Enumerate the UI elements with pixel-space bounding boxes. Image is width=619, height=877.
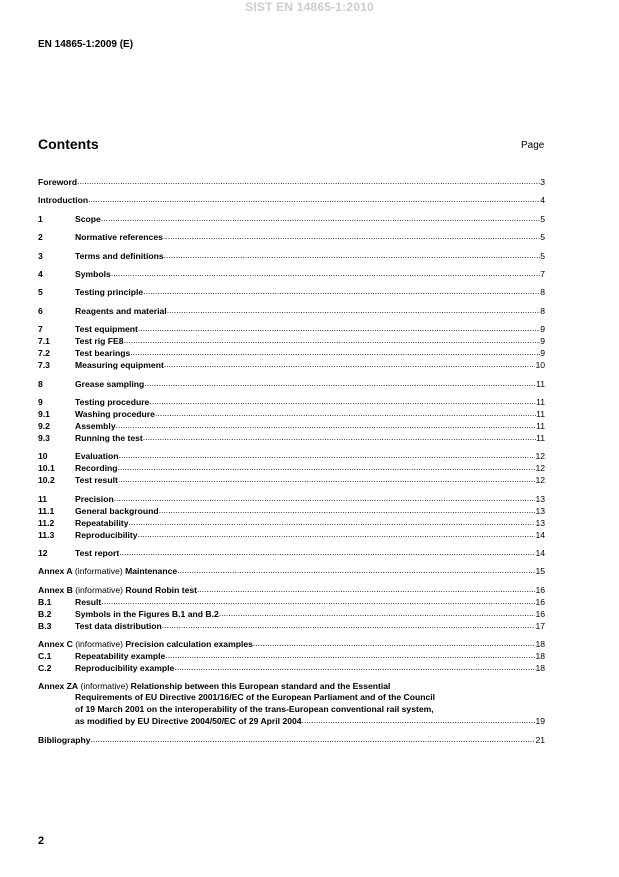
toc-entry-page: 15 xyxy=(535,566,545,577)
toc-entry-number: 10 xyxy=(38,451,48,462)
dot-leader xyxy=(101,212,540,224)
toc-entry-page: 16 xyxy=(535,596,545,607)
dot-leader xyxy=(111,267,540,279)
toc-entry-title: Evaluation xyxy=(75,451,119,462)
toc-entry-title: Test equipment xyxy=(75,324,138,335)
table-of-contents xyxy=(38,176,545,746)
toc-entry-page: 16 xyxy=(535,584,545,595)
toc-entry-page: 11 xyxy=(536,408,545,419)
toc-entry-number: 6 xyxy=(38,305,43,316)
toc-entry-number: 7.1 xyxy=(38,336,50,347)
dot-leader xyxy=(124,334,541,346)
dot-leader xyxy=(118,449,535,461)
toc-entry-bibliography[interactable] xyxy=(38,734,545,746)
toc-entry-title: Terms and definitions xyxy=(75,250,164,261)
toc-entry-page: 18 xyxy=(535,651,545,662)
dot-leader xyxy=(219,607,536,619)
toc-entry-number: 9.2 xyxy=(38,420,50,431)
toc-entry-number: 7.2 xyxy=(38,348,50,359)
toc-entry[interactable] xyxy=(38,176,545,188)
toc-entry-number: 9.1 xyxy=(38,408,50,419)
toc-entry-number: 1 xyxy=(38,213,43,224)
dot-leader xyxy=(129,516,536,528)
toc-entry-title: Measuring equipment xyxy=(75,360,164,371)
toc-entry-page: 12 xyxy=(535,463,545,474)
dot-leader xyxy=(164,249,541,261)
bibliography-page: 21 xyxy=(535,734,545,745)
annex-za-line2: Requirements of EU Directive 2001/16/EC of the European Parliament and of the Council xyxy=(75,692,436,703)
dot-leader xyxy=(164,358,536,370)
toc-entry-page: 16 xyxy=(535,608,545,619)
toc-entry[interactable] xyxy=(38,250,545,262)
toc-entry-page: 11 xyxy=(536,432,545,443)
toc-entry-page: 17 xyxy=(535,620,545,631)
toc-entry-annex-za[interactable] xyxy=(38,681,545,728)
toc-entry-title xyxy=(38,565,177,577)
toc-entry-title: Symbols in the Figures B.1 and B.2 xyxy=(75,608,219,619)
dot-leader xyxy=(302,714,536,726)
dot-leader xyxy=(138,322,540,334)
toc-entry-title: Test bearings xyxy=(75,348,131,359)
bibliography-title: Bibliography xyxy=(38,734,91,745)
toc-entry-title: Test result xyxy=(75,475,118,486)
dot-leader xyxy=(149,395,536,407)
annex-informative: (informative) xyxy=(72,566,126,577)
toc-entry-page: 13 xyxy=(535,505,545,516)
toc-entry-number: 3 xyxy=(38,250,43,261)
annex-za-line1 xyxy=(38,681,545,693)
page-column-label: Page xyxy=(521,140,545,151)
toc-entry-title: Foreword xyxy=(38,177,78,187)
annex-za-line4 xyxy=(38,715,545,727)
dot-leader xyxy=(88,193,540,205)
toc-entry-page: 9 xyxy=(540,324,545,335)
toc-entry-number: 11.3 xyxy=(38,529,55,540)
toc-entry-number: 5 xyxy=(38,287,43,298)
toc-entry-page: 5 xyxy=(540,250,545,261)
toc-entry-page: 13 xyxy=(535,493,545,504)
toc-entry-number: 11.1 xyxy=(38,505,55,516)
dot-leader xyxy=(101,595,535,607)
toc-entry-title: Recording xyxy=(75,463,118,474)
toc-entry[interactable] xyxy=(38,268,545,280)
toc-entry-page: 8 xyxy=(540,305,545,316)
toc-entry-number: 4 xyxy=(38,268,43,279)
toc-entry[interactable] xyxy=(38,529,545,541)
toc-entry-page: 14 xyxy=(535,548,545,559)
dot-leader xyxy=(162,619,536,631)
toc-entry-title: Reproducibility example xyxy=(75,663,175,674)
dot-leader xyxy=(143,431,536,443)
toc-entry-title: Assembly xyxy=(75,420,116,431)
toc-entry-title: Washing procedure xyxy=(75,408,155,419)
toc-entry[interactable] xyxy=(38,359,545,371)
toc-entry-number: 10.1 xyxy=(38,463,55,474)
toc-entry[interactable] xyxy=(38,474,545,486)
toc-entry-number: 2 xyxy=(38,232,43,243)
toc-entry-page: 9 xyxy=(540,348,545,359)
toc-entry-number: 7.3 xyxy=(38,360,50,371)
annex-label: Annex B xyxy=(38,584,73,595)
toc-entry-page: 11 xyxy=(536,420,545,431)
toc-entry[interactable] xyxy=(38,305,545,317)
annex-title: Round Robin test xyxy=(125,584,197,595)
dot-leader xyxy=(177,564,535,576)
annex-title: Maintenance xyxy=(125,566,178,577)
toc-entry-page: 3 xyxy=(540,177,545,187)
annex-title: Precision calculation examples xyxy=(125,639,253,650)
toc-entry-number: 11.2 xyxy=(38,517,55,528)
annex-za-informative: (informative) xyxy=(78,680,131,691)
toc-entry-title: Reagents and material xyxy=(75,305,167,316)
annex-label: Annex C xyxy=(38,639,73,650)
toc-entry-page: 18 xyxy=(535,663,545,674)
toc-entry-title: Result xyxy=(75,596,102,607)
dot-leader xyxy=(253,637,536,649)
toc-entry-number: 10.2 xyxy=(38,475,55,486)
annex-informative: (informative) xyxy=(72,639,126,650)
dot-leader xyxy=(118,461,536,473)
toc-entry-number: 12 xyxy=(38,548,48,559)
toc-entry-page: 18 xyxy=(535,639,545,650)
toc-entry[interactable] xyxy=(38,286,545,298)
document-id: EN 14865-1:2009 (E) xyxy=(38,39,134,50)
dot-leader xyxy=(116,419,536,431)
toc-entry-page: 10 xyxy=(535,360,545,371)
toc-entry-title: Running the test xyxy=(75,432,143,443)
toc-entry-number: C.2 xyxy=(38,663,52,674)
toc-entry-number: B.3 xyxy=(38,620,52,631)
toc-entry-page: 4 xyxy=(540,195,545,206)
toc-entry-title: Precision xyxy=(75,493,114,504)
toc-entry-title: Repeatability example xyxy=(75,651,166,662)
toc-entry[interactable] xyxy=(38,231,545,243)
toc-entry-title: Symbols xyxy=(75,268,111,279)
toc-entry[interactable] xyxy=(38,565,545,577)
dot-leader xyxy=(159,504,536,516)
toc-entry-page: 12 xyxy=(535,475,545,486)
toc-entry-page: 11 xyxy=(536,396,545,407)
toc-entry[interactable] xyxy=(38,620,545,632)
toc-entry-title: Scope xyxy=(75,213,101,224)
dot-leader xyxy=(167,304,541,316)
toc-entry-page: 13 xyxy=(535,517,545,528)
toc-entry[interactable] xyxy=(38,213,545,225)
toc-entry-title: Repeatability xyxy=(75,517,129,528)
toc-entry[interactable] xyxy=(38,547,545,559)
toc-entry[interactable] xyxy=(38,378,545,390)
dot-leader xyxy=(144,377,536,389)
toc-entry-title: Normative references xyxy=(75,232,163,243)
watermark: SIST EN 14865-1:2010 xyxy=(245,0,374,14)
annex-za-title-line1: Relationship between this European standard and the Essential xyxy=(130,680,391,691)
toc-entry-title: General background xyxy=(75,505,159,516)
annex-label: Annex A xyxy=(38,566,73,577)
dot-leader xyxy=(163,230,540,242)
toc-entry-title: Test rig FE8 xyxy=(75,336,124,347)
toc-entry-number: C.1 xyxy=(38,651,52,662)
dot-leader xyxy=(165,649,535,661)
dot-leader xyxy=(130,346,540,358)
dot-leader xyxy=(138,528,536,540)
annex-za-label: Annex ZA xyxy=(38,680,79,691)
annex-za-page: 19 xyxy=(535,716,545,727)
toc-entry-title: Reproducibility xyxy=(75,529,138,540)
toc-entry-number: 7 xyxy=(38,324,43,335)
toc-entry-title: Test data distribution xyxy=(75,620,162,631)
toc-entry-page: 14 xyxy=(535,529,545,540)
toc-entry-page: 5 xyxy=(540,232,545,243)
toc-entry-page: 12 xyxy=(535,451,545,462)
annex-informative: (informative) xyxy=(72,584,126,595)
toc-entry-page: 8 xyxy=(540,287,545,298)
toc-entry-page: 11 xyxy=(536,378,545,389)
toc-entry-page: 5 xyxy=(540,213,545,224)
dot-leader xyxy=(174,661,535,673)
toc-entry[interactable] xyxy=(38,432,545,444)
toc-entry-number: B.2 xyxy=(38,608,52,619)
toc-entry-number: 9 xyxy=(38,396,43,407)
toc-entry-title: Testing principle xyxy=(75,287,144,298)
dot-leader xyxy=(91,733,536,745)
toc-entry[interactable] xyxy=(38,662,545,674)
toc-entry-number: 9.3 xyxy=(38,432,50,443)
toc-entry-page: 9 xyxy=(540,336,545,347)
toc-entry-title: Testing procedure xyxy=(75,396,150,407)
toc-entry-title: Grease sampling xyxy=(75,378,145,389)
dot-leader xyxy=(119,546,535,558)
dot-leader xyxy=(114,492,536,504)
toc-entry-title: Test report xyxy=(75,548,120,559)
dot-leader xyxy=(143,285,540,297)
dot-leader xyxy=(118,473,536,485)
annex-za-line3: of 19 March 2001 on the interoperability of the trans-European conventional rail system, xyxy=(75,703,434,714)
annex-za-title-line4: as modified by EU Directive 2004/50/EC of 29 April 2004 xyxy=(75,716,302,727)
toc-entry-number: 11 xyxy=(38,493,48,504)
dot-leader xyxy=(77,175,540,187)
contents-heading: Contents xyxy=(38,136,99,152)
dot-leader xyxy=(197,583,535,595)
toc-entry-page: 7 xyxy=(540,268,545,279)
page-number: 2 xyxy=(38,835,45,847)
toc-entry-number: B.1 xyxy=(38,596,52,607)
toc-entry-title: Introduction xyxy=(38,195,89,206)
toc-entry[interactable] xyxy=(38,194,545,206)
toc-entry-number: 8 xyxy=(38,378,43,389)
dot-leader xyxy=(155,407,536,419)
